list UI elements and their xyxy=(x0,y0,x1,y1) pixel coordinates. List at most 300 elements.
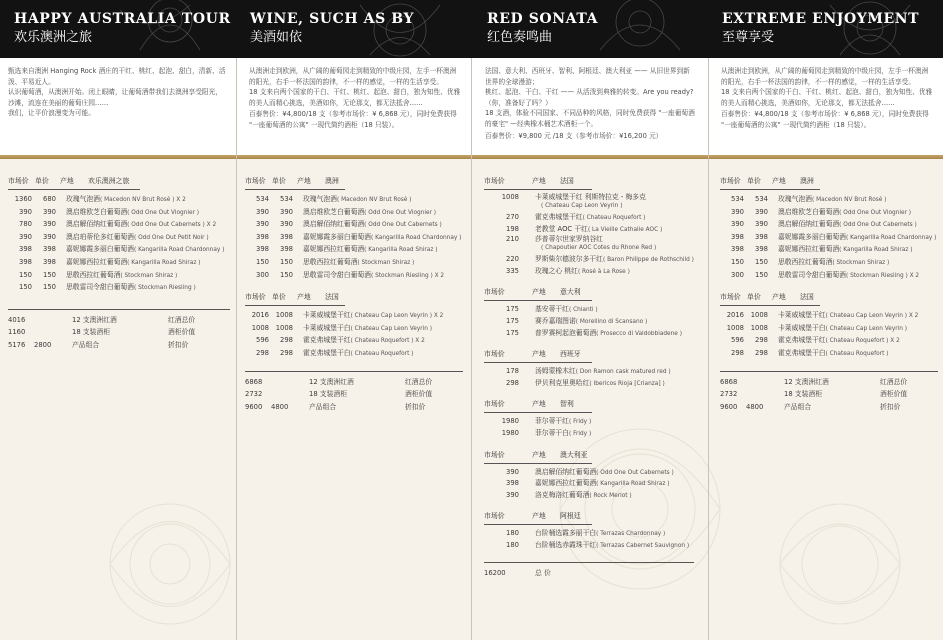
wine-name-cn: 普罗赛柯起泡葡萄酒 xyxy=(535,328,597,337)
wine-name-en: ( Kangarilla Road Shiraz ) xyxy=(839,247,913,254)
intro-text: 18 支酒，体验不同国家、不同品种的风格，同时免费获得 "一座葡萄酒的豪宅" —经典橡木桶艺术酒柜一个。 xyxy=(485,109,695,128)
wine-name-cn: 霍克弗城堡干红 xyxy=(535,213,583,221)
wine-row xyxy=(720,347,938,360)
summary-value: 4016 xyxy=(8,315,26,324)
unit-price: 398 xyxy=(755,245,768,254)
wine-row xyxy=(484,378,696,390)
wine-row xyxy=(245,256,463,269)
column-divider xyxy=(471,58,472,640)
summary-label: 12 支澳洲红酒 xyxy=(784,377,829,386)
summary-block xyxy=(245,371,463,414)
intro-text: 我们，让平价浪漫变为可能。 xyxy=(8,109,95,118)
summary-row xyxy=(245,376,463,389)
summary-line xyxy=(484,562,694,563)
wine-name-en: ( Baron Philippe de Rothschild ) xyxy=(602,257,694,264)
wine-name xyxy=(768,231,936,244)
wine-name-cn: 台阶桶选霞多丽干白 xyxy=(535,529,597,538)
wine-row xyxy=(484,416,696,428)
intro-col-4 xyxy=(709,58,943,155)
market-price: 298 xyxy=(731,348,744,357)
wine-name xyxy=(768,309,918,322)
wine-name-cn: 思敬雷司令甜白葡萄酒 xyxy=(778,270,846,279)
summary-block xyxy=(720,371,938,414)
wine-list-col-1 xyxy=(8,176,230,352)
intro-text: 18 支来自两个国家的干白、干红、桃红、起泡、甜白，独为知性、优雅的美人而精心挑选，美酒如你，无论那支，都无法抵舍…… xyxy=(721,88,933,107)
wine-name xyxy=(519,378,665,390)
wine-name-en: ( Stockman Riesling ) X 2 xyxy=(370,272,445,279)
summary-label: 18 支装酒柜 xyxy=(784,390,822,399)
wine-name xyxy=(519,266,630,278)
header-underline xyxy=(484,524,592,525)
wine-section xyxy=(484,176,696,277)
wine-row xyxy=(8,281,230,294)
wine-name-cn: 卡莱威城堡干红 xyxy=(778,311,826,320)
summary-row xyxy=(720,388,938,401)
section-header: 市场价 单价 产地 法国 xyxy=(245,293,339,302)
market-price: 390 xyxy=(731,207,744,216)
subtitle-col-4: 至尊享受 xyxy=(722,30,775,45)
wine-name xyxy=(56,206,199,219)
wine-name-en: ( Odd One Out Cabernets ) X 2 xyxy=(127,222,217,229)
wine-name xyxy=(56,231,209,244)
market-price: 1980 xyxy=(501,417,519,426)
wine-name-cn: 赛乔嘉瑞图诺 xyxy=(535,316,576,325)
wine-name-en: ( Kangarilla Road Shiraz ) xyxy=(364,247,438,254)
wine-name-cn: 菲尔蒂干红 xyxy=(535,417,569,426)
wine-name-en: ( Don Ramon cask matured red ) xyxy=(575,369,671,376)
summary-value: 1160 xyxy=(8,328,26,337)
unit-price: 150 xyxy=(43,270,56,279)
wine-name xyxy=(56,218,216,231)
header-underline xyxy=(8,189,140,190)
summary-label: 产品组合 xyxy=(784,402,812,411)
header-underline xyxy=(484,300,592,301)
section-header xyxy=(484,287,696,297)
wine-name xyxy=(768,269,919,282)
wine-name-cn: 澳启维欧芝白葡萄酒 xyxy=(778,207,840,216)
wine-name-en: ( Odd One Out Cabernets ) xyxy=(364,222,442,229)
header-label: 产地 xyxy=(532,350,546,359)
header-underline xyxy=(720,305,820,306)
wine-row xyxy=(484,540,696,552)
wine-name xyxy=(293,218,442,231)
market-price: 398 xyxy=(731,245,744,254)
wine-name-en: ( Chateau Roquefort ) xyxy=(582,215,646,221)
wine-name-cn: 思敬雷司令甜白葡萄酒 xyxy=(303,270,371,279)
wine-row xyxy=(484,254,696,266)
unit-price: 398 xyxy=(43,245,56,254)
market-price: 270 xyxy=(506,213,519,221)
wine-section xyxy=(484,349,696,389)
wine-name xyxy=(519,254,694,266)
unit-price: 1008 xyxy=(750,323,768,332)
section-header: 市场价 单价 产地 澳洲 xyxy=(720,177,814,185)
wine-name xyxy=(293,309,443,322)
market-price: 180 xyxy=(506,529,519,538)
market-price: 596 xyxy=(731,336,744,345)
market-price: 298 xyxy=(256,348,269,357)
section-header xyxy=(484,511,696,521)
wine-row xyxy=(245,243,463,256)
intro-col-1 xyxy=(0,58,236,155)
wine-name-en: ( Stockman Shiraz ) xyxy=(832,259,890,266)
wine-row xyxy=(484,316,696,328)
total-row: 16200 总 价 xyxy=(484,568,551,577)
wine-name xyxy=(519,416,591,428)
market-price: 398 xyxy=(731,232,744,241)
market-price: 210 xyxy=(506,235,519,244)
title-col-4: EXTREME ENJOYMENT xyxy=(722,11,920,27)
market-price: 398 xyxy=(506,479,519,488)
unit-price: 298 xyxy=(755,336,768,345)
wine-name-cn: 嘉妮娜西拉红葡萄酒 xyxy=(303,245,365,254)
summary-caption: 折扣价 xyxy=(880,402,901,411)
wine-name xyxy=(519,224,662,236)
wine-row xyxy=(484,304,696,316)
summary-caption: 酒柜价值 xyxy=(168,328,196,337)
wine-name-cn: 霍克弗城堡干白 xyxy=(778,348,826,357)
wine-name-cn: 汤姆蒙橡木红 xyxy=(535,367,576,376)
wine-name xyxy=(519,540,689,552)
unit-price: 1008 xyxy=(750,311,768,320)
summary-discount: 4800 xyxy=(271,402,289,411)
header-label: 西班牙 xyxy=(560,350,581,359)
wine-name-cn: 卡莱威城堡干红 利斯特拉克 - 梅多克 xyxy=(535,193,646,201)
summary-discount: 2800 xyxy=(34,340,52,349)
unit-price: 1008 xyxy=(275,323,293,332)
wine-row xyxy=(245,231,463,244)
wine-name-cn: 嘉妮娜西拉红葡萄酒 xyxy=(66,257,128,266)
summary-label: 产品组合 xyxy=(309,402,337,411)
header-label: 产地 xyxy=(532,177,546,185)
summary-value: 5176 xyxy=(8,340,26,349)
subtitle-col-2: 美酒如依 xyxy=(250,30,303,45)
wine-row xyxy=(484,193,696,212)
unit-price: 150 xyxy=(755,270,768,279)
market-price: 150 xyxy=(19,283,32,292)
wine-name-en: ( Stockman Shiraz ) xyxy=(357,259,415,266)
wine-row xyxy=(484,490,696,502)
wine-name-en: ( Odd One Out Petit Noir ) xyxy=(133,234,209,241)
wine-row xyxy=(484,366,696,378)
intro-text: 18 支来自两个国家的干白、干红、桃红、起泡、甜白，独为知性、优雅的美人而精心挑选，美酒如你，无论那支，都无法抵舍…… xyxy=(249,88,461,107)
wine-name-cn: 嘉妮娜霞多丽白葡萄酒 xyxy=(778,232,846,241)
section-header xyxy=(484,399,696,409)
wine-name xyxy=(519,316,647,328)
market-price: 398 xyxy=(256,245,269,254)
header-underline xyxy=(245,305,345,306)
header-label: 阿根廷 xyxy=(560,512,581,521)
wine-row xyxy=(484,328,696,340)
wine-name-en: ( Morellino di Scansano ) xyxy=(575,318,648,325)
summary-caption: 酒柜价值 xyxy=(880,390,908,399)
wine-name-cn: 澳启解佰纳红葡萄酒 xyxy=(535,467,597,476)
wine-name-en: ( Chateau Cap Leon Veyrin ) xyxy=(350,325,433,332)
market-price: 390 xyxy=(19,232,32,241)
market-price: 298 xyxy=(506,378,519,387)
wine-name-cn: 玫瑰气泡酒 xyxy=(66,195,100,203)
wine-name-en: ( Odd One Out Viognier ) xyxy=(127,209,200,216)
wine-name-cn: 老教堂 AOC 干红 xyxy=(535,224,588,233)
wine-list-col-3 xyxy=(484,176,696,579)
wine-section xyxy=(720,176,938,281)
market-price: 1008 xyxy=(251,323,269,332)
title-col-1: HAPPY AUSTRALIA TOUR xyxy=(14,11,231,27)
wine-name-en: ( Rosé à La Rose ) xyxy=(577,268,630,275)
unit-price: 398 xyxy=(280,245,293,254)
market-price: 1360 xyxy=(14,195,32,203)
wine-name-cn: 卡莱威城堡干白 xyxy=(303,323,351,332)
summary-line xyxy=(720,371,938,372)
wine-row xyxy=(245,218,463,231)
wine-name xyxy=(293,206,436,219)
wine-name-cn: 澳启珀蒂伦多红葡萄酒 xyxy=(66,232,134,241)
wine-name-cn: 菲尔蒂干白 xyxy=(535,428,569,437)
unit-price: 398 xyxy=(280,232,293,241)
unit-price: 390 xyxy=(755,220,768,229)
market-price: 1008 xyxy=(501,193,519,201)
wine-name xyxy=(56,256,200,269)
intro-text: 从澳洲走到欧洲，从广阔的葡萄园走到精致的中级庄园，左手一杯澳洲的阳光，右手一杯法国的韵律，不一样的感觉，一样的生活享受。 xyxy=(721,67,929,86)
wine-name-cn: 嘉妮娜西拉红葡萄酒 xyxy=(778,245,840,254)
summary-caption: 红酒总价 xyxy=(168,315,196,324)
section-header xyxy=(484,349,696,359)
wine-row xyxy=(484,467,696,479)
summary-line xyxy=(8,309,230,310)
wine-name-en: ( La Vieille Cathalie AOC ) xyxy=(587,226,663,233)
summary-value: 2732 xyxy=(720,390,738,399)
unit-price: 398 xyxy=(43,257,56,266)
wine-name-en: ( Fridy ) xyxy=(568,430,592,437)
market-price: 300 xyxy=(731,270,744,279)
intro-price: 百泰售价：¥9,800 元 /18 支（参考市场价：¥16,200 元） xyxy=(485,131,663,140)
wine-name xyxy=(519,304,598,316)
wine-name xyxy=(56,281,196,294)
wine-row xyxy=(245,309,463,322)
unit-price: 390 xyxy=(43,232,56,241)
wine-name-cn: 嘉妮娜霞多丽白葡萄酒 xyxy=(303,232,371,241)
wine-name-cn: 卡莱威城堡干红 xyxy=(303,311,351,320)
wine-name-cn: 台阶桶选赤霞珠干红 xyxy=(535,540,597,549)
wine-section xyxy=(484,287,696,339)
unit-price: 390 xyxy=(43,207,56,216)
wine-name xyxy=(519,328,682,340)
wine-name-en: ( Chateau Roquefort ) X 2 xyxy=(350,338,425,345)
wine-name-en: ( Macedon NV Brut Rosé ) X 2 xyxy=(99,197,186,203)
wine-name-cn: 卡莱威城堡干白 xyxy=(778,323,826,332)
summary-row xyxy=(8,339,230,352)
wine-row xyxy=(484,266,696,278)
wine-name-cn: 思敬雷司令甜白葡萄酒 xyxy=(66,283,134,292)
market-price: 2016 xyxy=(251,311,269,320)
unit-price: 680 xyxy=(43,195,56,203)
wine-name-en: ( Chapoutier AOC Cotes du Rhone Red ) xyxy=(541,245,657,252)
wine-name xyxy=(768,256,889,269)
section-header xyxy=(484,176,696,186)
wine-row xyxy=(245,206,463,219)
title-col-3: RED SONATA xyxy=(487,11,599,27)
wine-row xyxy=(484,224,696,236)
market-price: 198 xyxy=(506,224,519,233)
wine-name xyxy=(768,334,900,347)
wine-name-cn: 洛克梅洛红葡萄酒 xyxy=(535,490,590,499)
wine-name xyxy=(768,193,886,206)
market-price: 335 xyxy=(506,266,519,275)
header-underline xyxy=(484,412,592,413)
summary-discount: 4800 xyxy=(746,402,764,411)
wine-row xyxy=(720,322,938,335)
section-header xyxy=(484,450,696,460)
market-price: 2016 xyxy=(726,311,744,320)
wine-name xyxy=(293,256,414,269)
wine-name-en: ( Ibericos Rioja [Crianza] ) xyxy=(589,380,665,387)
wine-name-en: ( Chateau Cap Leon Veyrin ) X 2 xyxy=(350,313,444,320)
unit-price: 150 xyxy=(280,270,293,279)
wine-row xyxy=(8,218,230,231)
header-label: 市场价 xyxy=(484,177,505,185)
wine-name xyxy=(519,212,645,224)
market-price: 1008 xyxy=(726,323,744,332)
wine-name-en: ( Odd One Out Cabernets ) xyxy=(596,469,674,476)
wine-name-en: ( Odd One Out Cabernets ) xyxy=(839,222,917,229)
unit-price: 390 xyxy=(43,220,56,229)
market-price: 398 xyxy=(256,232,269,241)
header-label: 市场价 xyxy=(484,512,505,521)
intro-col-3 xyxy=(472,58,708,155)
wine-name-cn: 思敬西拉红葡萄酒 xyxy=(778,257,833,266)
wine-name xyxy=(519,193,646,212)
summary-discount xyxy=(746,388,784,401)
wine-name xyxy=(293,243,437,256)
summary-label: 18 支装酒柜 xyxy=(72,328,110,337)
header-label: 法国 xyxy=(560,177,574,185)
wine-section xyxy=(8,176,230,294)
wine-name-cn: 罗斯柴尔德波尔多干红 xyxy=(535,255,603,264)
market-price: 390 xyxy=(19,207,32,216)
summary-value: 9600 xyxy=(720,402,738,411)
wine-list-col-4 xyxy=(720,176,938,413)
market-price: 534 xyxy=(731,195,744,203)
header-label: 产地 xyxy=(532,288,546,297)
market-price: 1980 xyxy=(501,428,519,437)
floral-watermark-icon xyxy=(60,489,280,639)
wine-row xyxy=(8,269,230,282)
market-price: 398 xyxy=(19,245,32,254)
wine-name-en: ( Terrazas Chardonnay ) xyxy=(596,531,666,538)
wine-row xyxy=(8,243,230,256)
summary-label: 12 支澳洲红酒 xyxy=(72,315,117,324)
wine-section xyxy=(720,292,938,359)
section-header: 市场价 单价 产地 澳洲 xyxy=(245,177,339,185)
header-label: 产地 xyxy=(532,400,546,409)
intro-text: 桃红、起泡、干白、干红 —— 从活泼到典雅的转变。Are you ready?（你，准备好了吗？） xyxy=(485,88,694,107)
wine-name xyxy=(768,243,912,256)
wine-name-en: ( Chateau Cap Leon Veyrin ) X 2 xyxy=(825,313,919,320)
wine-section xyxy=(484,399,696,439)
summary-discount xyxy=(746,376,784,389)
header-label: 市场价 xyxy=(484,288,505,297)
market-price: 300 xyxy=(256,270,269,279)
wine-name xyxy=(519,235,656,254)
summary-caption: 红酒总价 xyxy=(880,377,908,386)
wine-row xyxy=(484,235,696,254)
column-divider xyxy=(708,58,709,640)
wine-row xyxy=(245,269,463,282)
wine-row xyxy=(720,269,938,282)
wine-name-en: ( Macedon NV Brut Rosé ) xyxy=(811,197,887,203)
wine-row xyxy=(8,231,230,244)
unit-price: 150 xyxy=(280,257,293,266)
unit-price: 1008 xyxy=(275,311,293,320)
wine-name-cn: 霍克弗城堡干红 xyxy=(778,336,826,345)
wine-name-cn: 霍克弗城堡干白 xyxy=(303,348,351,357)
wine-name-cn: 思敬西拉红葡萄酒 xyxy=(66,270,121,279)
summary-caption: 酒柜价值 xyxy=(405,390,433,399)
summary-value: 6868 xyxy=(720,377,738,386)
wine-list-col-2 xyxy=(245,176,463,413)
market-price: 175 xyxy=(506,305,519,314)
wine-row xyxy=(245,322,463,335)
market-price: 220 xyxy=(506,255,519,264)
summary-discount xyxy=(271,376,309,389)
market-price: 780 xyxy=(19,220,32,229)
wine-name-cn: 霍克弗城堡干红 xyxy=(303,336,351,345)
header-underline xyxy=(484,362,592,363)
subtitle-col-3: 红色奏鸣曲 xyxy=(487,30,553,45)
summary-discount xyxy=(34,314,72,327)
market-price: 150 xyxy=(19,270,32,279)
wine-name-en: ( Kangarilla Road Chardonnay ) xyxy=(370,234,462,241)
unit-price: 298 xyxy=(280,348,293,357)
intro-price: 百泰售价：¥4,800/18 支（参考市场价：¥ 6,868 元），同时免费获得 "一座葡萄酒的公寓" 一现代简约酒柜（18 只装）。 xyxy=(721,110,929,129)
unit-price: 534 xyxy=(755,195,768,203)
wine-section xyxy=(484,450,696,502)
wine-name-cn: 澳启解佰纳红葡萄酒 xyxy=(66,220,128,229)
market-price: 390 xyxy=(256,220,269,229)
summary-value: 9600 xyxy=(245,402,263,411)
header-underline xyxy=(245,189,345,190)
wine-name xyxy=(293,347,413,360)
wine-name-en: ( Stockman Riesling ) xyxy=(133,285,196,292)
wine-name xyxy=(56,243,224,256)
unit-price: 390 xyxy=(280,207,293,216)
wine-row xyxy=(720,334,938,347)
wine-name xyxy=(768,206,911,219)
wine-name-en: ( Kangarilla Road Shiraz ) xyxy=(596,481,670,488)
summary-value: 6868 xyxy=(245,377,263,386)
unit-price: 298 xyxy=(280,336,293,345)
summary-value: 2732 xyxy=(245,390,263,399)
unit-price: 390 xyxy=(280,220,293,229)
subtitle-col-1: 欢乐澳洲之旅 xyxy=(14,30,93,45)
unit-price: 390 xyxy=(755,207,768,216)
header-underline xyxy=(484,189,592,190)
header-label: 产地 xyxy=(532,450,546,459)
summary-label: 18 支装酒柜 xyxy=(309,390,347,399)
wine-name xyxy=(519,490,632,502)
wine-row xyxy=(8,206,230,219)
wine-name-en: ( Chianti ) xyxy=(568,307,598,314)
summary-row xyxy=(245,388,463,401)
wine-name-cn: 嘉妮娜霞多丽白葡萄酒 xyxy=(66,245,134,254)
summary-caption: 红酒总价 xyxy=(405,377,433,386)
unit-price: 298 xyxy=(755,348,768,357)
wine-name-cn: 玫瑰气泡酒 xyxy=(778,195,812,203)
wine-name-en: ( Chateau Cap Leon Veyrin ) xyxy=(825,325,908,332)
wine-section xyxy=(245,176,463,281)
summary-row xyxy=(8,326,230,339)
market-price: 150 xyxy=(256,257,269,266)
